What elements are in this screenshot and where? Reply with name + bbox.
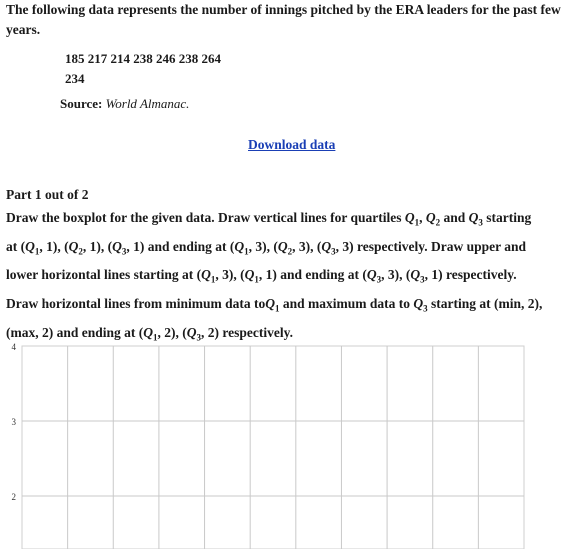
source-line xyxy=(60,96,189,112)
download-data-link[interactable]: Download data xyxy=(248,137,336,152)
y-axis-ticks xyxy=(12,342,17,502)
boxplot-instructions: Draw the boxplot for the given data. Draw vertical lines for quartiles $Q_1$, $Q_2$ and $Q_3$ starting at ($Q_1$, 1), ($Q_2$, 1), ($Q_3$, 1) and ending at ($Q_1$, 3), ($Q_2$, 3), ($Q_3$, 3) respectively. Draw upper and lower horizontal lines starting at ($Q_1$, 3), ($Q_1$, 1) and ending at ($Q_3$, 3), ($Q_3$, 1) respectively. Draw horizontal lines from minimum data toQ$_1$ and maximum data to $Q_3$ starting at (min, 2), (max, 2) and ending at ($Q_1$, 2), ($Q_3$, 2) respectively. xyxy=(6,210,543,343)
source-label: Source: xyxy=(60,96,103,111)
data-values-row-2: 234 xyxy=(65,71,85,86)
y-tick-label: 2 xyxy=(11,492,16,502)
problem-statement xyxy=(6,0,581,40)
intro-text: The following data represents the number of innings pitched by the ERA leaders for the past few years. xyxy=(6,2,561,37)
part-label: Part 1 out of 2 xyxy=(6,187,89,202)
plot-frame xyxy=(22,346,524,549)
y-tick-label: 3 xyxy=(11,417,16,427)
data-values-row-1: 185 217 214 238 246 238 264 xyxy=(65,51,221,66)
boxplot-drawing-area[interactable] xyxy=(0,340,581,549)
source-name: World Almanac. xyxy=(105,96,190,111)
y-tick-label: 4 xyxy=(11,342,16,352)
